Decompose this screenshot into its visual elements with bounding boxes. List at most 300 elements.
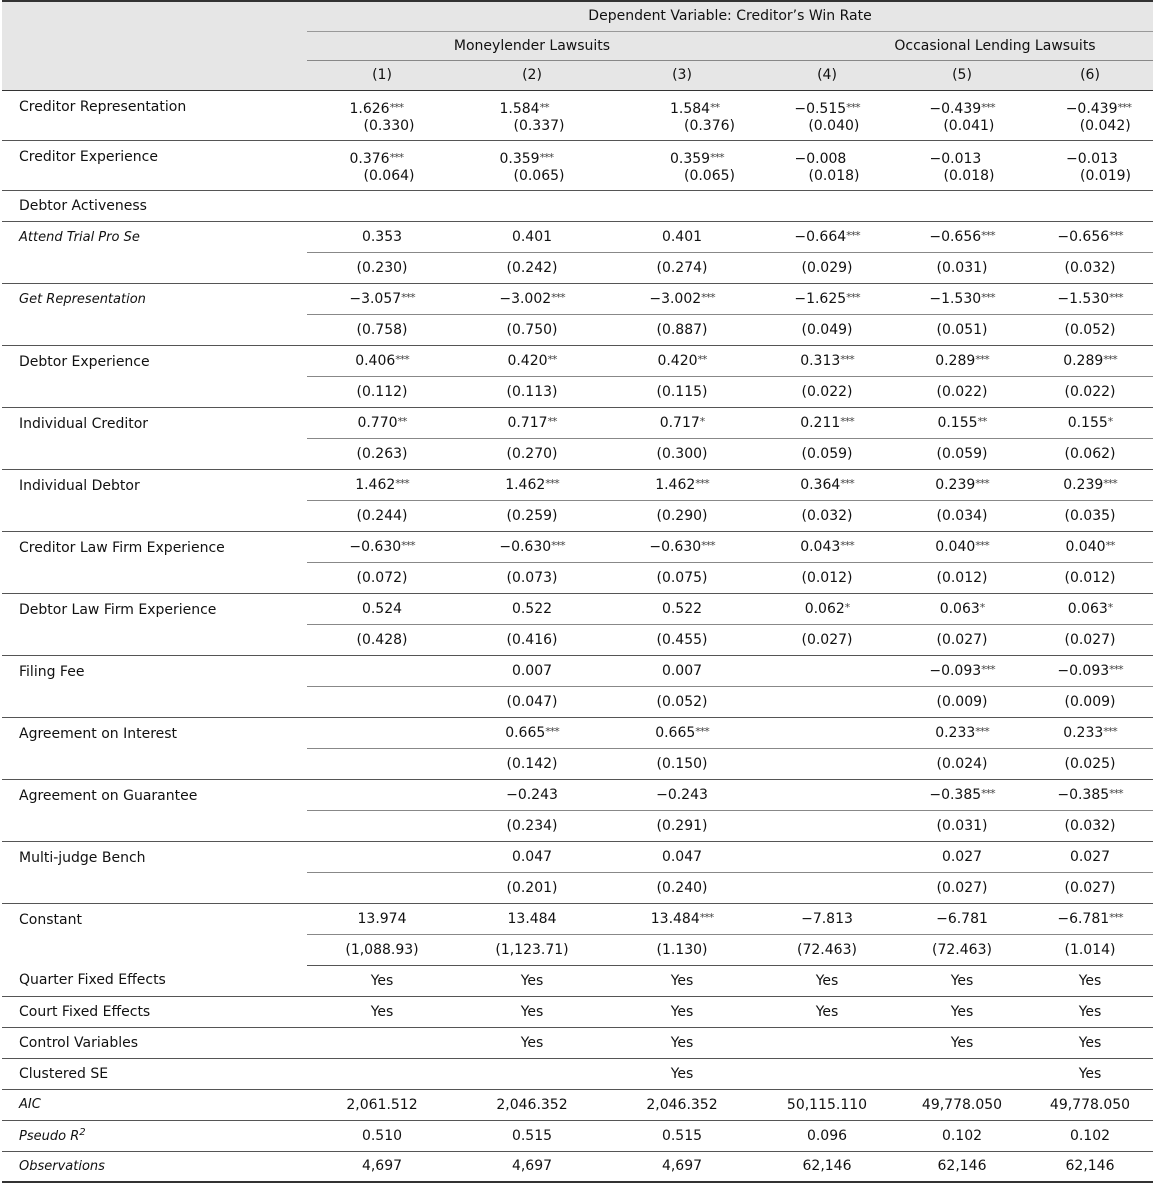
- coefficient: 1.584: [499, 100, 540, 117]
- row-clustered: [2, 1058, 1153, 1089]
- standard-error: [307, 872, 457, 903]
- standard-error: (0.052): [1027, 314, 1153, 345]
- row-label: Debtor Activeness: [2, 190, 307, 221]
- footer-value: 62,146: [757, 1151, 897, 1182]
- row-constant: [2, 903, 1153, 934]
- coefficient: 1.462: [355, 476, 396, 493]
- coefficient: 0.289: [1063, 352, 1104, 369]
- row-label: Clustered SE: [19, 1065, 109, 1082]
- row-aic: [2, 1089, 1153, 1120]
- col-header-4: (4): [757, 60, 897, 90]
- significance-stars: ***: [401, 538, 415, 552]
- standard-error: (0.027): [897, 872, 1027, 903]
- footer-value: Yes: [1027, 1058, 1153, 1089]
- row-observations: [2, 1151, 1153, 1182]
- standard-error: (0.032): [1027, 810, 1153, 841]
- coefficient: −7.813: [801, 910, 853, 927]
- coefficient: 0.524: [361, 600, 403, 617]
- standard-error: (0.887): [607, 314, 757, 345]
- significance-stars: ***: [395, 476, 409, 490]
- standard-error: (0.075): [607, 562, 757, 593]
- standard-error: (0.012): [757, 562, 897, 593]
- row-agreement-interest: [2, 717, 1153, 748]
- group-occasional-title: Occasional Lending Lawsuits: [894, 37, 1096, 54]
- significance-stars: ***: [1109, 786, 1123, 800]
- significance-stars: ***: [840, 414, 854, 428]
- significance-stars: ***: [975, 476, 989, 490]
- footer-value: [897, 1058, 1027, 1089]
- significance-stars: ***: [1103, 352, 1117, 366]
- coefficient: 13.974: [357, 910, 407, 927]
- row-individual-creditor: [2, 407, 1153, 438]
- significance-stars: ***: [975, 724, 989, 738]
- footer-value: 50,115.110: [757, 1089, 897, 1120]
- standard-error: (0.337): [513, 117, 565, 134]
- coefficient: 0.155: [1067, 414, 1108, 431]
- coefficient: 0.062: [804, 600, 845, 617]
- significance-stars: ***: [699, 910, 714, 924]
- standard-error: (0.009): [1027, 686, 1153, 717]
- coefficient: 0.040: [935, 538, 976, 555]
- significance-stars: *: [699, 414, 705, 428]
- standard-error: (0.750): [457, 314, 607, 345]
- significance-stars: *: [844, 600, 850, 614]
- significance-stars: **: [1105, 538, 1115, 552]
- row-label: Creditor Law Firm Experience: [2, 531, 307, 593]
- standard-error: (0.031): [897, 252, 1027, 283]
- standard-error: (0.049): [757, 314, 897, 345]
- standard-error: [757, 872, 897, 903]
- col-header-2: (2): [457, 60, 607, 90]
- footer-value: 0.102: [897, 1120, 1027, 1151]
- coefficient: −0.630: [499, 538, 552, 555]
- row-label: Creditor Experience: [2, 140, 307, 190]
- coefficient: 0.155: [937, 414, 978, 431]
- row-filing-fee: [2, 655, 1153, 686]
- footer-value: Yes: [607, 996, 757, 1027]
- standard-error: (0.065): [513, 167, 565, 184]
- standard-error: (0.025): [1027, 748, 1153, 779]
- coefficient: −0.630: [349, 538, 402, 555]
- header-row-columns: [2, 60, 1153, 90]
- standard-error: [757, 748, 897, 779]
- footer-value: Yes: [457, 996, 607, 1027]
- row-label: Observations: [19, 1158, 105, 1174]
- significance-stars: **: [977, 414, 987, 428]
- standard-error: (0.032): [1027, 252, 1153, 283]
- coefficient: 1.462: [505, 476, 546, 493]
- coefficient: 1.462: [655, 476, 696, 493]
- row-quarter-fe: [2, 965, 1153, 996]
- row-label: Debtor Experience: [2, 345, 307, 407]
- significance-stars: ***: [840, 352, 854, 366]
- header-row-dv: [2, 1, 1153, 31]
- coefficient: 0.043: [800, 538, 841, 555]
- footer-value: Yes: [457, 1027, 607, 1058]
- coefficient: −0.013: [929, 150, 982, 167]
- row-get-representation: [2, 283, 1153, 314]
- coefficient: 0.717: [507, 414, 548, 431]
- significance-stars: ***: [1103, 476, 1117, 490]
- significance-stars: ***: [545, 724, 559, 738]
- footer-value: Yes: [607, 1027, 757, 1058]
- coefficient: −0.008: [794, 150, 847, 167]
- row-label: Constant: [19, 911, 82, 928]
- standard-error: (0.150): [607, 748, 757, 779]
- row-label: Individual Debtor: [2, 469, 307, 531]
- standard-error: (0.113): [457, 376, 607, 407]
- coefficient: 0.007: [661, 662, 703, 679]
- significance-stars: ***: [551, 290, 565, 304]
- col-header-3: (3): [607, 60, 757, 90]
- row-attend-trial: [2, 221, 1153, 252]
- standard-error: (0.022): [897, 376, 1027, 407]
- row-label: Debtor Law Firm Experience: [2, 593, 307, 655]
- coefficient: 0.063: [939, 600, 980, 617]
- significance-stars: ***: [975, 538, 989, 552]
- footer-value: Yes: [307, 965, 457, 996]
- row-agreement-guarantee: [2, 779, 1153, 810]
- standard-error: (0.059): [757, 438, 897, 469]
- coefficient: 0.313: [800, 352, 841, 369]
- coefficient: −6.781: [936, 910, 988, 927]
- standard-error: (0.244): [307, 500, 457, 531]
- row-label: Creditor Representation: [2, 90, 307, 140]
- footer-value: Yes: [607, 1058, 757, 1089]
- coefficient: 0.047: [661, 848, 703, 865]
- significance-stars: ***: [846, 100, 860, 114]
- footer-value: Yes: [307, 996, 457, 1027]
- significance-stars: ***: [846, 228, 860, 242]
- standard-error: (0.115): [607, 376, 757, 407]
- significance-stars: ***: [846, 290, 860, 304]
- row-creditor-experience: [2, 140, 1153, 190]
- standard-error: (0.018): [808, 167, 860, 184]
- standard-error: (0.242): [457, 252, 607, 283]
- significance-stars: *: [1107, 600, 1113, 614]
- significance-stars: ***: [1117, 100, 1131, 114]
- footer-value: 4,697: [607, 1151, 757, 1182]
- significance-stars: ***: [701, 538, 715, 552]
- standard-error: (72.463): [897, 934, 1027, 965]
- row-pseudo-r2: [2, 1120, 1153, 1151]
- footer-value: 2,046.352: [457, 1089, 607, 1120]
- row-label: Attend Trial Pro Se: [2, 221, 307, 283]
- row-creditor-law-firm: [2, 531, 1153, 562]
- row-label: Multi-judge Bench: [2, 841, 307, 903]
- row-multi-judge: [2, 841, 1153, 872]
- standard-error: (0.291): [607, 810, 757, 841]
- col-header-5: (5): [897, 60, 1027, 90]
- standard-error: [307, 686, 457, 717]
- significance-stars: **: [710, 100, 720, 114]
- significance-stars: **: [697, 352, 707, 366]
- standard-error: (0.047): [457, 686, 607, 717]
- coefficient: 0.522: [511, 600, 553, 617]
- coefficient: −0.093: [1057, 662, 1110, 679]
- coefficient: 1.626: [349, 100, 390, 117]
- footer-value: Yes: [1027, 965, 1153, 996]
- col-header-1: (1): [307, 60, 457, 90]
- footer-value: Yes: [897, 996, 1027, 1027]
- coefficient: 0.239: [935, 476, 976, 493]
- coefficient: −0.093: [929, 662, 982, 679]
- footer-value: 62,146: [897, 1151, 1027, 1182]
- coefficient: −1.530: [1057, 290, 1110, 307]
- standard-error: (0.065): [683, 167, 735, 184]
- standard-error: (0.428): [307, 624, 457, 655]
- coefficient: 0.420: [507, 352, 548, 369]
- significance-stars: **: [539, 100, 549, 114]
- standard-error: (0.022): [757, 376, 897, 407]
- standard-error: (0.290): [607, 500, 757, 531]
- significance-stars: **: [547, 414, 557, 428]
- footer-value: 2,061.512: [307, 1089, 457, 1120]
- col-header-6: (6): [1027, 60, 1153, 90]
- row-label: Court Fixed Effects: [19, 1003, 151, 1020]
- coefficient: −0.664: [794, 228, 847, 245]
- coefficient: −0.515: [794, 100, 847, 117]
- coefficient: −0.656: [1057, 228, 1110, 245]
- row-label: Individual Creditor: [2, 407, 307, 469]
- standard-error: (0.230): [307, 252, 457, 283]
- coefficient: 0.522: [661, 600, 703, 617]
- coefficient: 0.007: [511, 662, 553, 679]
- group-moneylender-title: Moneylender Lawsuits: [453, 37, 611, 54]
- significance-stars: ***: [840, 476, 854, 490]
- coefficient: −0.243: [656, 786, 708, 803]
- row-label: Agreement on Guarantee: [2, 779, 307, 841]
- footer-value: 49,778.050: [897, 1089, 1027, 1120]
- standard-error: (0.031): [897, 810, 1027, 841]
- footer-value: [457, 1058, 607, 1089]
- row-controls: [2, 1027, 1153, 1058]
- standard-error: (0.112): [307, 376, 457, 407]
- standard-error: [757, 686, 897, 717]
- coefficient: 0.406: [355, 352, 396, 369]
- standard-error: (0.062): [1027, 438, 1153, 469]
- regression-table: [2, 0, 1153, 1183]
- footer-value: [757, 1058, 897, 1089]
- footer-value: Yes: [757, 965, 897, 996]
- coefficient: 0.027: [941, 848, 983, 865]
- row-debtor-experience: [2, 345, 1153, 376]
- standard-error: (0.300): [607, 438, 757, 469]
- coefficient: 0.027: [1069, 848, 1111, 865]
- coefficient: 0.289: [935, 352, 976, 369]
- coefficient: 0.047: [511, 848, 553, 865]
- row-court-fe: [2, 996, 1153, 1027]
- standard-error: (0.234): [457, 810, 607, 841]
- footer-value: Yes: [607, 965, 757, 996]
- footer-value: [307, 1058, 457, 1089]
- row-label: AIC: [19, 1097, 41, 1112]
- standard-error: (0.042): [1079, 117, 1131, 134]
- significance-stars: ***: [395, 352, 409, 366]
- coefficient: 0.040: [1065, 538, 1106, 555]
- coefficient: −0.630: [649, 538, 702, 555]
- coefficient: −0.439: [1065, 100, 1118, 117]
- coefficient: −0.439: [929, 100, 982, 117]
- standard-error: (0.240): [607, 872, 757, 903]
- coefficient: 0.359: [499, 150, 540, 167]
- significance-stars: ***: [389, 100, 404, 114]
- significance-stars: ***: [695, 476, 709, 490]
- significance-stars: ***: [701, 290, 715, 304]
- coefficient: −0.656: [929, 228, 982, 245]
- footer-value: Yes: [897, 1027, 1027, 1058]
- standard-error: (0.064): [363, 167, 415, 184]
- row-label: Pseudo R: [19, 1129, 80, 1144]
- footer-value: 4,697: [457, 1151, 607, 1182]
- coefficient: −6.781: [1057, 910, 1110, 927]
- standard-error: (0.259): [457, 500, 607, 531]
- coefficient: 0.233: [1063, 724, 1104, 741]
- standard-error: (0.330): [363, 117, 415, 134]
- coefficient: 0.239: [1063, 476, 1104, 493]
- standard-error: (72.463): [757, 934, 897, 965]
- coefficient: −0.243: [506, 786, 558, 803]
- standard-error: (0.052): [607, 686, 757, 717]
- footer-value: 0.515: [607, 1120, 757, 1151]
- standard-error: (0.274): [607, 252, 757, 283]
- coefficient: 0.233: [935, 724, 976, 741]
- standard-error: (1.014): [1027, 934, 1153, 965]
- significance-stars: ***: [981, 228, 995, 242]
- coefficient: 13.484: [650, 910, 700, 927]
- footer-value: Yes: [457, 965, 607, 996]
- footer-value: 0.096: [757, 1120, 897, 1151]
- coefficient: 0.717: [659, 414, 700, 431]
- coefficient: 0.770: [357, 414, 398, 431]
- standard-error: (0.027): [1027, 872, 1153, 903]
- footer-value: 0.102: [1027, 1120, 1153, 1151]
- standard-error: (0.051): [897, 314, 1027, 345]
- standard-error: (0.032): [757, 500, 897, 531]
- footer-value: 4,697: [307, 1151, 457, 1182]
- significance-stars: ***: [975, 352, 989, 366]
- coefficient: 0.376: [349, 150, 390, 167]
- standard-error: (0.270): [457, 438, 607, 469]
- significance-stars: **: [547, 352, 557, 366]
- footer-value: Yes: [897, 965, 1027, 996]
- row-label: Quarter Fixed Effects: [19, 972, 166, 989]
- significance-stars: ***: [1109, 290, 1123, 304]
- footer-value: Yes: [1027, 1027, 1153, 1058]
- significance-stars: ***: [401, 290, 415, 304]
- coefficient: 0.211: [800, 414, 841, 431]
- header-row-groups: [2, 31, 1153, 60]
- standard-error: (1,123.71): [457, 934, 607, 965]
- coefficient: −1.530: [929, 290, 982, 307]
- significance-stars: ***: [981, 786, 995, 800]
- significance-stars: ***: [981, 100, 995, 114]
- significance-stars: ***: [1109, 662, 1123, 676]
- dependent-variable-title: Dependent Variable: Creditor’s Win Rate: [307, 1, 1153, 31]
- significance-stars: ***: [545, 476, 559, 490]
- coefficient: −3.002: [499, 290, 552, 307]
- significance-stars: *: [979, 600, 985, 614]
- coefficient: 0.353: [361, 228, 403, 245]
- standard-error: (0.201): [457, 872, 607, 903]
- significance-stars: ***: [551, 538, 565, 552]
- footer-value: [307, 1027, 457, 1058]
- coefficient: 0.665: [505, 724, 546, 741]
- row-label: Agreement on Interest: [2, 717, 307, 779]
- standard-error: (0.029): [757, 252, 897, 283]
- standard-error: [307, 810, 457, 841]
- standard-error: (1.130): [607, 934, 757, 965]
- standard-error: (0.041): [943, 117, 995, 134]
- standard-error: (0.009): [897, 686, 1027, 717]
- standard-error: (0.027): [1027, 624, 1153, 655]
- coefficient: −1.625: [794, 290, 847, 307]
- standard-error: (0.024): [897, 748, 1027, 779]
- significance-stars: ***: [1109, 910, 1123, 924]
- standard-error: (0.073): [457, 562, 607, 593]
- row-label: Get Representation: [2, 283, 307, 345]
- section-debtor-activeness: [2, 190, 1153, 221]
- standard-error: (0.059): [897, 438, 1027, 469]
- footer-value: 0.510: [307, 1120, 457, 1151]
- footer-value: 62,146: [1027, 1151, 1153, 1182]
- standard-error: (0.012): [1027, 562, 1153, 593]
- coefficient: 0.359: [669, 150, 711, 167]
- coefficient: 0.401: [511, 228, 553, 245]
- significance-stars: **: [397, 414, 407, 428]
- significance-stars: ***: [981, 662, 995, 676]
- footer-value: 0.515: [457, 1120, 607, 1151]
- superscript: 2: [79, 1127, 86, 1138]
- standard-error: (0.072): [307, 562, 457, 593]
- row-label: Filing Fee: [2, 655, 307, 717]
- significance-stars: ***: [695, 724, 709, 738]
- coefficient: 0.063: [1067, 600, 1108, 617]
- row-label: Control Variables: [19, 1034, 139, 1051]
- standard-error: (0.034): [897, 500, 1027, 531]
- significance-stars: ***: [389, 150, 404, 164]
- standard-error: (0.455): [607, 624, 757, 655]
- standard-error: [307, 748, 457, 779]
- footer-value: 49,778.050: [1027, 1089, 1153, 1120]
- standard-error: [757, 810, 897, 841]
- significance-stars: ***: [539, 150, 554, 164]
- standard-error: (0.027): [897, 624, 1027, 655]
- coefficient: −0.385: [929, 786, 982, 803]
- coefficient: 0.401: [661, 228, 703, 245]
- standard-error: (0.035): [1027, 500, 1153, 531]
- standard-error: (0.019): [1079, 167, 1131, 184]
- coefficient: −0.385: [1057, 786, 1110, 803]
- standard-error: (0.012): [897, 562, 1027, 593]
- coefficient: 0.364: [800, 476, 841, 493]
- significance-stars: ***: [840, 538, 854, 552]
- standard-error: (0.142): [457, 748, 607, 779]
- significance-stars: ***: [1109, 228, 1123, 242]
- significance-stars: ***: [1103, 724, 1117, 738]
- standard-error: (0.040): [808, 117, 860, 134]
- significance-stars: *: [1107, 414, 1113, 428]
- standard-error: (1,088.93): [307, 934, 457, 965]
- row-individual-debtor: [2, 469, 1153, 500]
- significance-stars: ***: [710, 150, 724, 164]
- standard-error: (0.027): [757, 624, 897, 655]
- coefficient: −3.057: [349, 290, 402, 307]
- coefficient: 0.420: [657, 352, 698, 369]
- footer-value: 2,046.352: [607, 1089, 757, 1120]
- standard-error: (0.263): [307, 438, 457, 469]
- footer-value: [757, 1027, 897, 1058]
